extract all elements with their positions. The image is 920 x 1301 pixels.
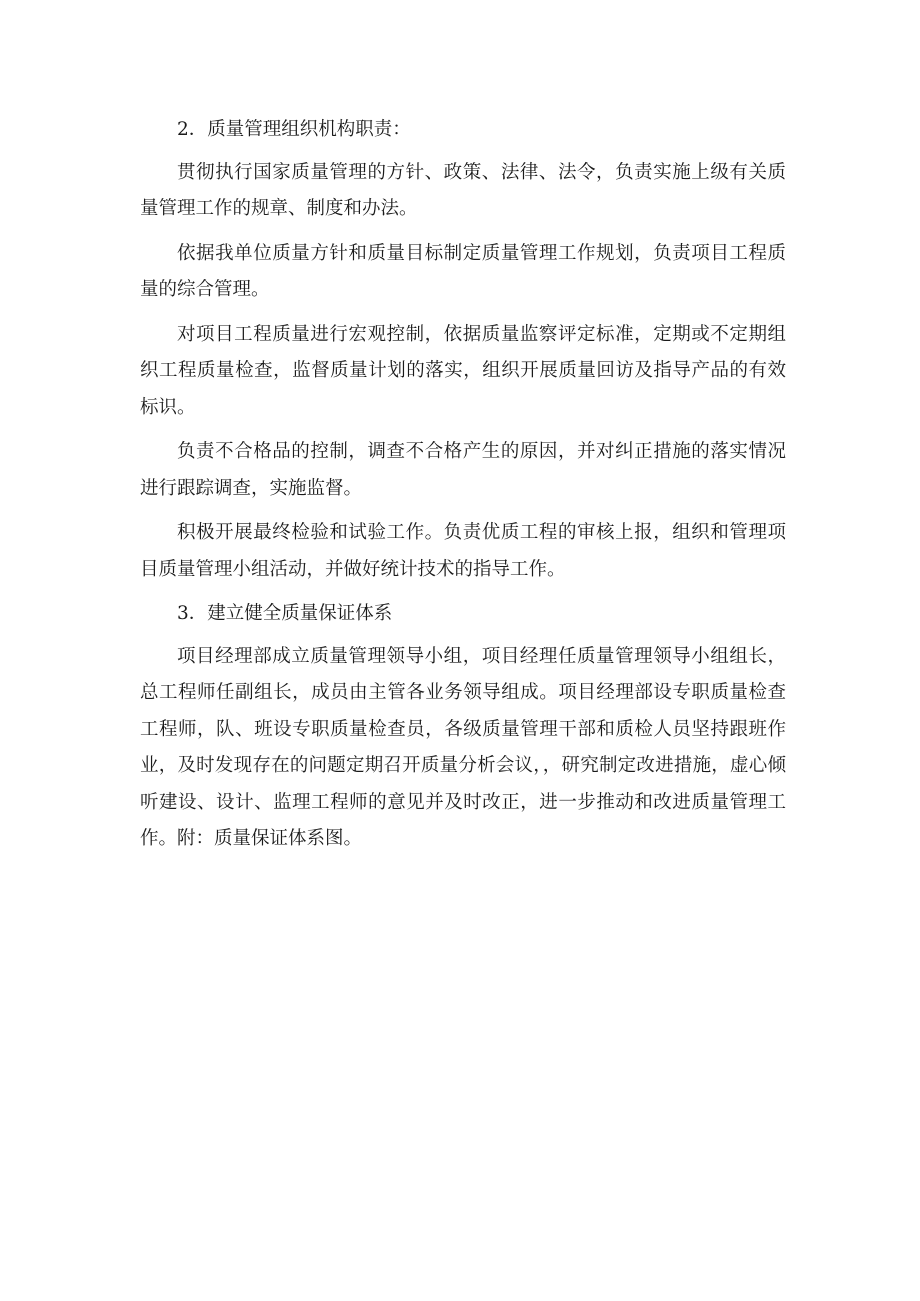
paragraph: 依据我单位质量方针和质量目标制定质量管理工作规划，负责项目工程质量的综合管理。 xyxy=(140,242,786,300)
paragraph: 贯彻执行国家质量管理的方针、政策、法律、法令，负责实施上级有关质量管理工作的规章、制度和办法。 xyxy=(140,161,786,219)
paragraph: 对项目工程质量进行宏观控制，依据质量监察评定标准，定期或不定期组织工程质量检查，监督质量计划的落实，组织开展质量回访及指导产品的有效标识。 xyxy=(140,323,786,418)
paragraph: 积极开展最终检验和试验工作。负责优质工程的审核上报，组织和管理项目质量管理小组活动，并做好统计技术的指导工作。 xyxy=(140,522,786,580)
section-heading-3: 3．建立健全质量保证体系 xyxy=(177,603,393,624)
section-heading-2: 2．质量管理组织机构职责： xyxy=(177,119,411,140)
paragraph: 项目经理部成立质量管理领导小组，项目经理任质量管理领导小组组长，总工程师任副组长，成员由主管各业务领导组成。项目经理部设专职质量检查工程师，队、班设专职质量检查员，各级质量管理干部和质检人员坚持跟班作业，及时发现存在的问题定期召开质量分析会议，，研究制定改进措施，虚心倾听建设、设计、监理工程师的意见并及时改正，进一步推动和改进质量管理工作。附：质量保证体系图。 xyxy=(140,645,786,849)
document-body xyxy=(140,112,786,866)
paragraph: 负责不合格品的控制，调查不合格产生的原因，并对纠正措施的落实情况进行跟踪调查，实施监督。 xyxy=(140,441,786,499)
